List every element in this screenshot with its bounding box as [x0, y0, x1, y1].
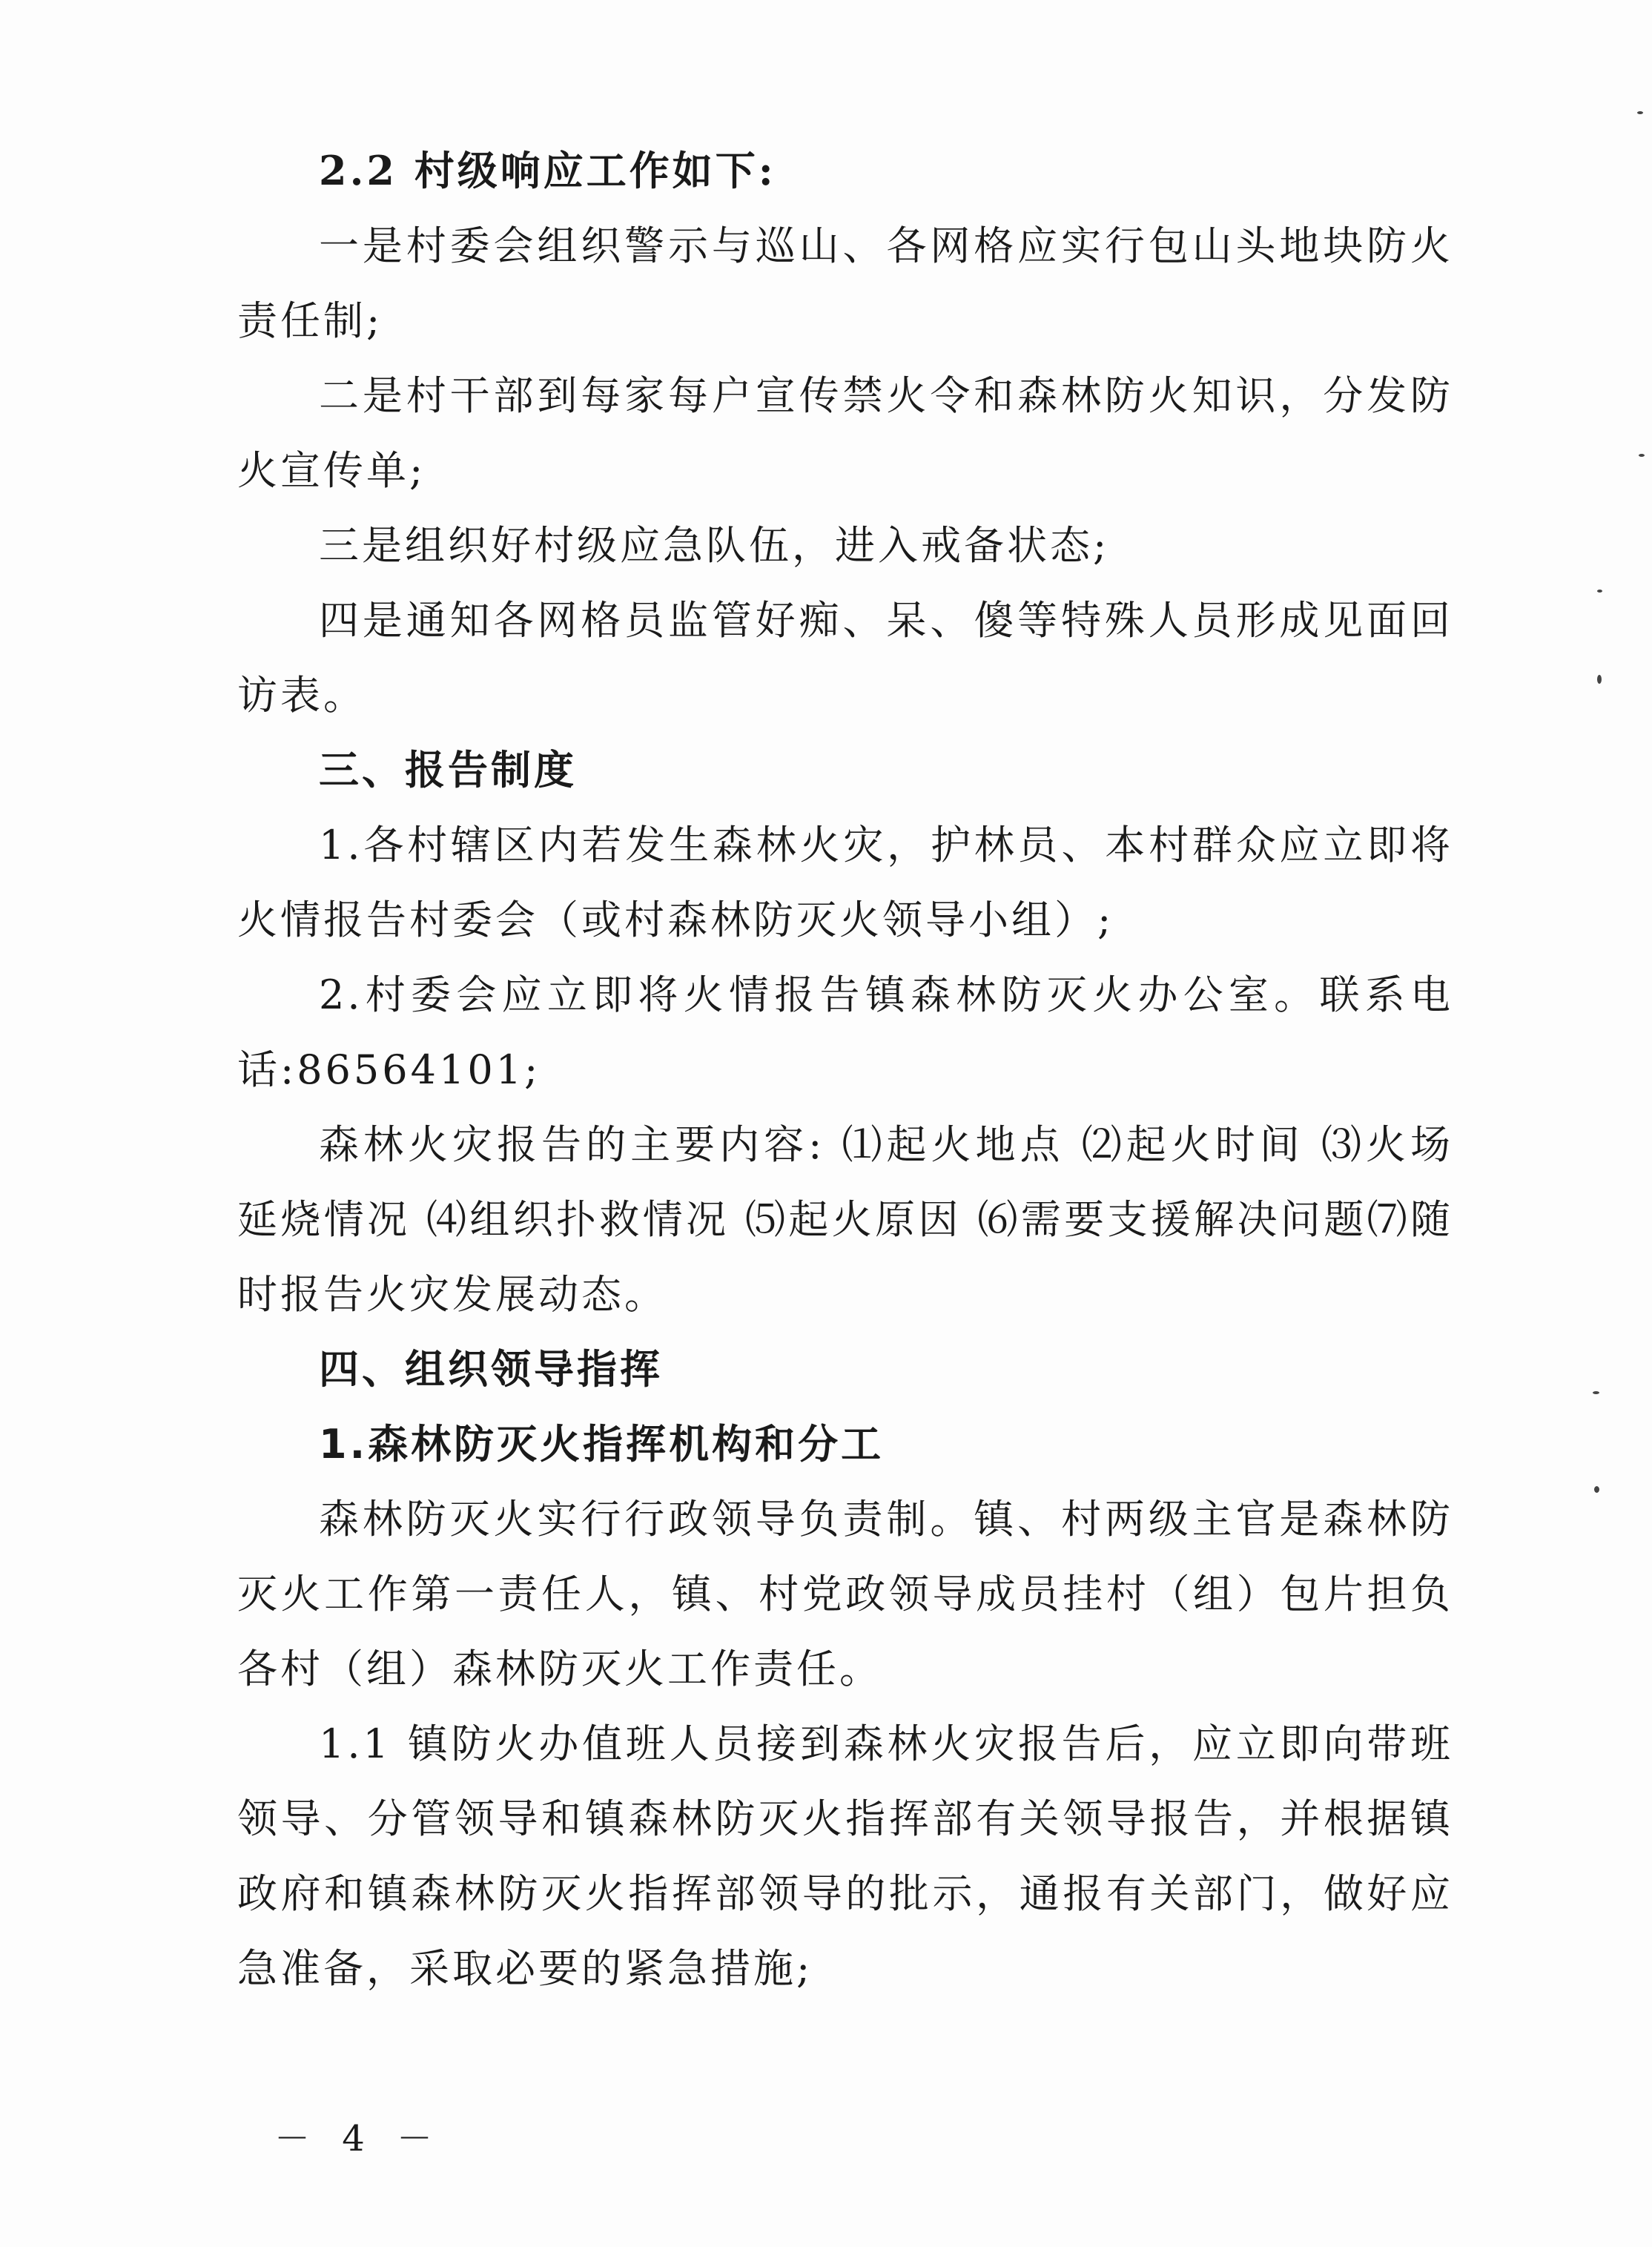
section-2-2-title: 2.2 村级响应工作如下: [319, 147, 776, 194]
scan-speck [1594, 1486, 1599, 1493]
report-item-2: 2.村委会应立即将火情报告镇森林防灭火办公室。联系电话:86564101; [237, 971, 1453, 1093]
subsection-1-1-paragraph: 1.1 镇防火办值班人员接到森林火灾报告后，应立即向带班领导、分管领导和镇森林防灭火指挥部有关领导报告，并根据镇政府和镇森林防灭火指挥部领导的批示，通报有关部门，做好应急准备，采取必要的紧急措施; [237, 1720, 1453, 1992]
paragraph-item-2: 二是村干部到每家每户宣传禁火令和森林防火知识，分发防火宣传单; [237, 372, 1453, 494]
scan-speck [1593, 1391, 1599, 1394]
scan-speck [1639, 454, 1645, 457]
scan-speck [1597, 675, 1602, 684]
paragraph-item-4: 四是通知各网格员监管好痴、呆、傻等特殊人员形成见面回访表。 [237, 597, 1453, 719]
scan-speck [1597, 590, 1602, 593]
report-item-1: 1.各村辖区内若发生森林火灾，护林员、本村群众应立即将火情报告村委会（或村森林防灭火领导小组）; [237, 822, 1453, 943]
command-paragraph: 森林防灭火实行行政领导负责制。镇、村两级主官是森林防灭火工作第一责任人，镇、村党政领导成员挂村（组）包片担负各村（组）森林防灭火工作责任。 [237, 1496, 1453, 1692]
subsection-4-1-heading: 1.森林防灭火指挥机构和分工 [319, 1421, 885, 1468]
paragraph-item-1: 一是村委会组织警示与巡山、各网格应实行包山头地块防火责任制; [237, 222, 1453, 344]
section-4-heading: 四、组织领导指挥 [319, 1346, 663, 1393]
page-number: － 4 － [274, 2118, 443, 2159]
document-body [237, 133, 1453, 2006]
scan-speck [1637, 111, 1643, 114]
section-3-heading: 三、报告制度 [319, 747, 577, 793]
report-content-paragraph: 森林火灾报告的主要内容: ⑴起火地点 ⑵起火时间 ⑶火场延烧情况 ⑷组织扑救情况 ⑸起火原因 ⑹需要支援解决问题⑺随时报告火灾发展动态。 [237, 1121, 1453, 1318]
paragraph-item-3: 三是组织好村级应急队伍，进入戒备状态; [319, 522, 1110, 569]
